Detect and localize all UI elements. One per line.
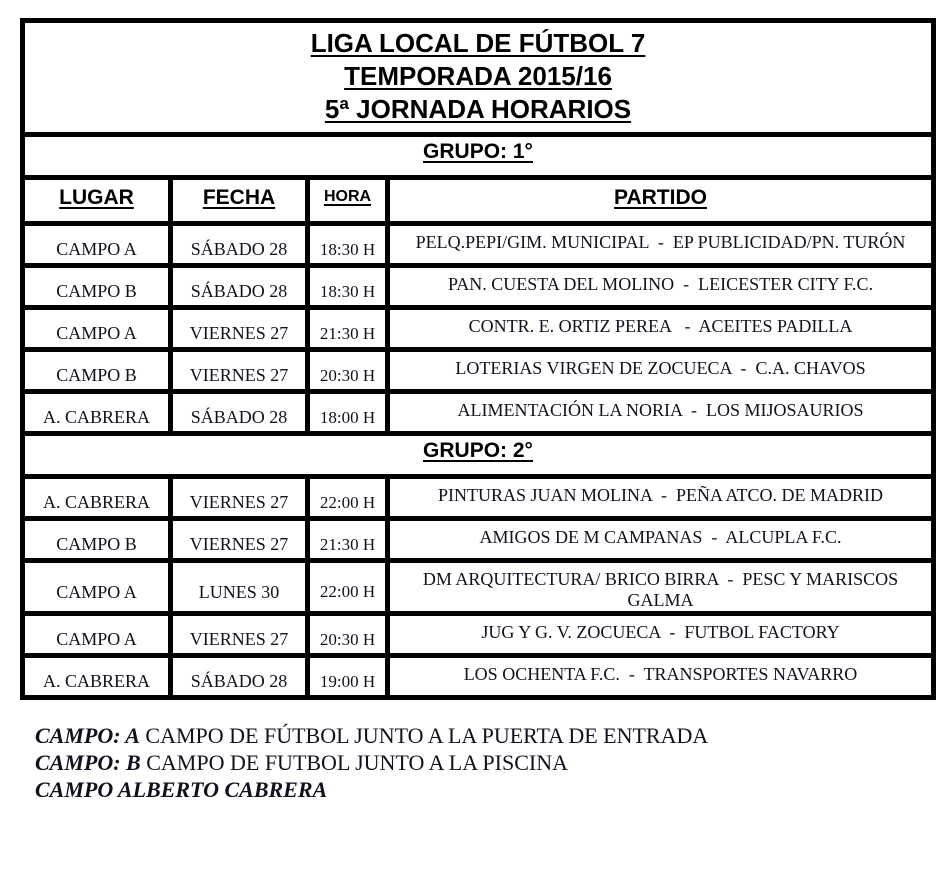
lugar-cell: CAMPO A xyxy=(23,561,171,614)
fecha-cell: VIERNES 27 xyxy=(171,614,308,656)
hora-cell: 21:30 H xyxy=(308,519,388,561)
fecha-cell: VIERNES 27 xyxy=(171,308,308,350)
lugar-cell: CAMPO B xyxy=(23,519,171,561)
hora-cell: 20:30 H xyxy=(308,614,388,656)
hora-cell: 18:30 H xyxy=(308,266,388,308)
hora-cell: 20:30 H xyxy=(308,350,388,392)
column-header-partido: PARTIDO xyxy=(388,178,934,224)
partido-cell: PINTURAS JUAN MOLINA - PEÑA ATCO. DE MADRID xyxy=(388,477,934,519)
lugar-cell: A. CABRERA xyxy=(23,656,171,698)
lugar-cell: CAMPO A xyxy=(23,224,171,266)
fecha-cell: SÁBADO 28 xyxy=(171,224,308,266)
hora-cell: 22:00 H xyxy=(308,477,388,519)
column-header-fecha: FECHA xyxy=(171,178,308,224)
schedule-row xyxy=(23,350,934,392)
legend-label-campo-a: CAMPO: A xyxy=(35,723,140,748)
partido-cell: CONTR. E. ORTIZ PEREA - ACEITES PADILLA xyxy=(388,308,934,350)
title-line-matchday: 5ª JORNADA HORARIOS xyxy=(324,94,632,124)
fecha-cell: SÁBADO 28 xyxy=(171,392,308,434)
schedule-row xyxy=(23,477,934,519)
group-2-header: GRUPO: 2° xyxy=(23,434,934,477)
legend-line-campo-cabrera xyxy=(35,776,931,803)
partido-cell: LOS OCHENTA F.C. - TRANSPORTES NAVARRO xyxy=(388,656,934,698)
fecha-cell: VIERNES 27 xyxy=(171,477,308,519)
partido-cell: AMIGOS DE M CAMPANAS - ALCUPLA F.C. xyxy=(388,519,934,561)
group-1-header: GRUPO: 1° xyxy=(23,135,934,178)
hora-cell: 18:30 H xyxy=(308,224,388,266)
lugar-cell: CAMPO B xyxy=(23,350,171,392)
column-header-hora: HORA xyxy=(308,178,388,224)
legend-text-campo-b: CAMPO DE FUTBOL JUNTO A LA PISCINA xyxy=(140,750,568,775)
lugar-cell: A. CABRERA xyxy=(23,392,171,434)
lugar-cell: A. CABRERA xyxy=(23,477,171,519)
legend-label-campo-b: CAMPO: B xyxy=(35,750,141,775)
schedule-row xyxy=(23,224,934,266)
fecha-cell: LUNES 30 xyxy=(171,561,308,614)
fecha-cell: SÁBADO 28 xyxy=(171,656,308,698)
title-line-league: LIGA LOCAL DE FÚTBOL 7 xyxy=(310,28,646,58)
field-legend xyxy=(35,722,931,803)
fecha-cell: SÁBADO 28 xyxy=(171,266,308,308)
legend-text-campo-a: CAMPO DE FÚTBOL JUNTO A LA PUERTA DE ENTRADA xyxy=(139,723,709,748)
fecha-cell: VIERNES 27 xyxy=(171,519,308,561)
group-2-row xyxy=(23,434,934,477)
column-header-row xyxy=(23,178,934,224)
title-row xyxy=(23,21,934,135)
schedule-row xyxy=(23,308,934,350)
schedule-row xyxy=(23,266,934,308)
hora-cell: 19:00 H xyxy=(308,656,388,698)
schedule-table xyxy=(20,18,936,700)
legend-label-campo-cabrera: CAMPO ALBERTO CABRERA xyxy=(35,777,328,802)
partido-cell: PAN. CUESTA DEL MOLINO - LEICESTER CITY F.C. xyxy=(388,266,934,308)
lugar-cell: CAMPO A xyxy=(23,308,171,350)
group-1-row xyxy=(23,135,934,178)
legend-line-campo-a xyxy=(35,722,931,749)
lugar-cell: CAMPO A xyxy=(23,614,171,656)
lugar-cell: CAMPO B xyxy=(23,266,171,308)
hora-cell: 18:00 H xyxy=(308,392,388,434)
schedule-row xyxy=(23,392,934,434)
partido-cell: DM ARQUITECTURA/ BRICO BIRRA - PESC Y MARISCOS GALMA xyxy=(388,561,934,614)
hora-cell: 21:30 H xyxy=(308,308,388,350)
hora-cell: 22:00 H xyxy=(308,561,388,614)
partido-cell: ALIMENTACIÓN LA NORIA - LOS MIJOSAURIOS xyxy=(388,392,934,434)
column-header-lugar: LUGAR xyxy=(23,178,171,224)
partido-cell: JUG Y G. V. ZOCUECA - FUTBOL FACTORY xyxy=(388,614,934,656)
schedule-row xyxy=(23,561,934,614)
fecha-cell: VIERNES 27 xyxy=(171,350,308,392)
title-line-season: TEMPORADA 2015/16 xyxy=(344,61,612,91)
partido-cell: LOTERIAS VIRGEN DE ZOCUECA - C.A. CHAVOS xyxy=(388,350,934,392)
schedule-row xyxy=(23,656,934,698)
legend-line-campo-b xyxy=(35,749,931,776)
document-title xyxy=(23,21,934,135)
schedule-row xyxy=(23,519,934,561)
schedule-row xyxy=(23,614,934,656)
partido-cell: PELQ.PEPI/GIM. MUNICIPAL - EP PUBLICIDAD/PN. TURÓN xyxy=(388,224,934,266)
